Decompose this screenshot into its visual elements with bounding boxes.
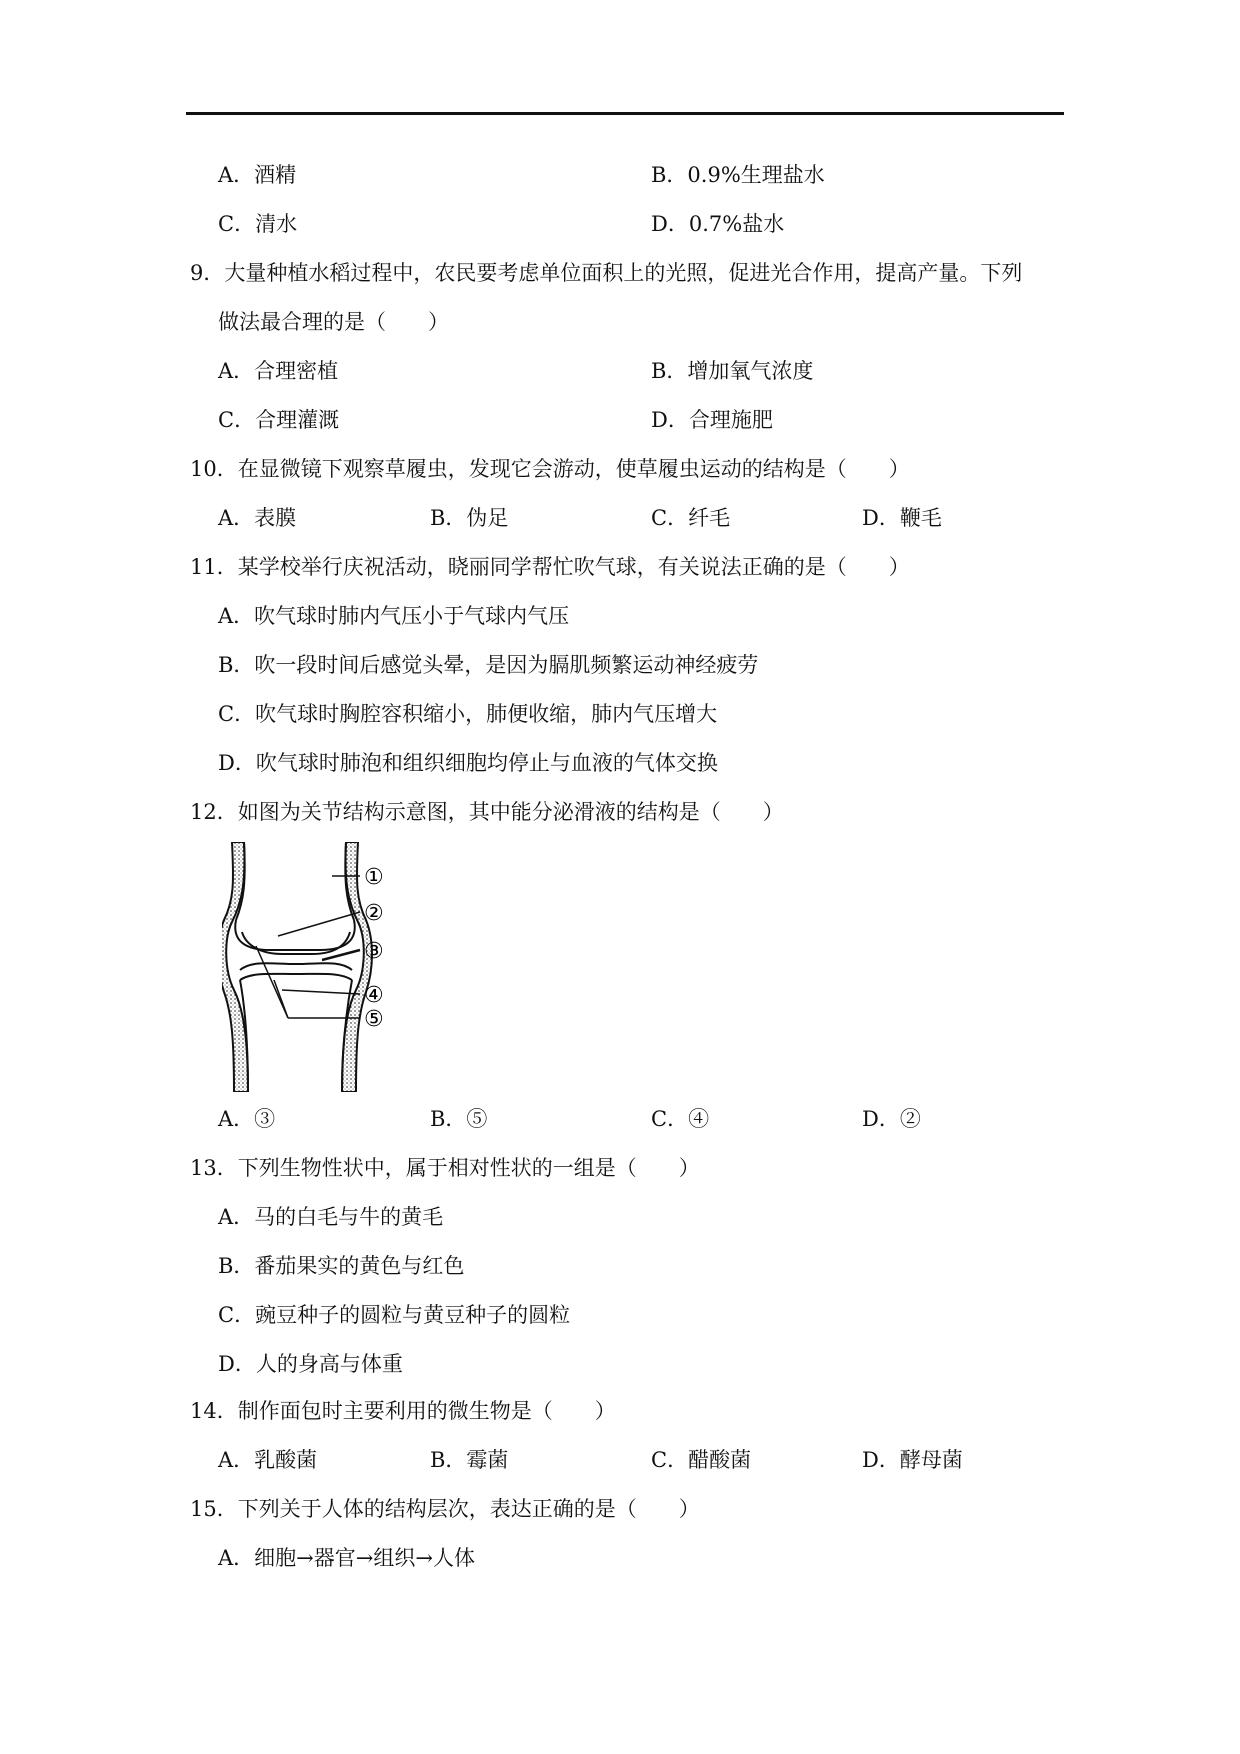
option-c[interactable]: C．清水 xyxy=(218,212,298,236)
option-c[interactable]: C．④ xyxy=(651,1107,710,1131)
option-d[interactable]: D．吹气球时肺泡和组织细胞均停止与血液的气体交换 xyxy=(218,751,718,775)
question-stem: 9．大量种植水稻过程中，农民要考虑单位面积上的光照，促进光合作用，提高产量。下列 xyxy=(190,261,1023,285)
articular-cartilage-lower xyxy=(240,974,352,980)
question-stem: 14．制作面包时主要利用的微生物是（ ） xyxy=(190,1399,616,1423)
option-d[interactable]: D．人的身高与体重 xyxy=(218,1352,403,1376)
question-stem: 10．在显微镜下观察草履虫，发现它会游动，使草履虫运动的结构是（ ） xyxy=(190,457,910,481)
question-stem: 13．下列生物性状中，属于相对性状的一组是（ ） xyxy=(190,1156,700,1180)
option-c[interactable]: C．醋酸菌 xyxy=(651,1448,752,1472)
option-a[interactable]: A．细胞→器官→组织→人体 xyxy=(218,1546,475,1570)
option-c[interactable]: C．吹气球时胸腔容积缩小，肺便收缩，肺内气压增大 xyxy=(218,702,718,726)
label-3: ③ xyxy=(364,939,384,964)
option-b[interactable]: B．增加氧气浓度 xyxy=(651,359,814,383)
option-b[interactable]: B．霉菌 xyxy=(430,1448,509,1472)
joint-structure-diagram xyxy=(222,842,442,1092)
option-a[interactable]: A．吹气球时肺内气压小于气球内气压 xyxy=(218,604,570,628)
question-stem-continued: 做法最合理的是（ ） xyxy=(218,310,449,334)
option-c[interactable]: C．豌豆种子的圆粒与黄豆种子的圆粒 xyxy=(218,1303,571,1327)
label-4: ④ xyxy=(364,983,384,1008)
option-a[interactable]: A．酒精 xyxy=(218,163,297,187)
joint-socket xyxy=(240,963,352,970)
question-stem: 15．下列关于人体的结构层次，表达正确的是（ ） xyxy=(190,1497,700,1521)
label-2: ② xyxy=(364,901,384,926)
option-b[interactable]: B．伪足 xyxy=(430,506,509,530)
question-stem: 11．某学校举行庆祝活动，晓丽同学帮忙吹气球，有关说法正确的是（ ） xyxy=(190,555,910,579)
option-b[interactable]: B．⑤ xyxy=(430,1107,488,1131)
option-b[interactable]: B．番茄果实的黄色与红色 xyxy=(218,1254,465,1278)
option-d[interactable]: D．酵母菌 xyxy=(862,1448,963,1472)
option-d[interactable]: D．0.7%盐水 xyxy=(651,212,785,236)
option-d[interactable]: D．鞭毛 xyxy=(862,506,942,530)
option-a[interactable]: A．马的白毛与牛的黄毛 xyxy=(218,1205,444,1229)
label-5: ⑤ xyxy=(364,1007,384,1032)
option-a[interactable]: A．表膜 xyxy=(218,506,297,530)
option-a[interactable]: A．③ xyxy=(218,1107,276,1131)
label-1: ① xyxy=(364,865,384,890)
option-d[interactable]: D．② xyxy=(862,1107,921,1131)
option-d[interactable]: D．合理施肥 xyxy=(651,408,773,432)
header-rule xyxy=(186,112,1064,115)
option-c[interactable]: C．纤毛 xyxy=(651,506,731,530)
option-b[interactable]: B．吹一段时间后感觉头晕，是因为膈肌频繁运动神经疲劳 xyxy=(218,653,759,677)
question-stem: 12．如图为关节结构示意图，其中能分泌滑液的结构是（ ） xyxy=(190,800,784,824)
option-c[interactable]: C．合理灌溉 xyxy=(218,408,340,432)
option-a[interactable]: A．乳酸菌 xyxy=(218,1448,318,1472)
option-a[interactable]: A．合理密植 xyxy=(218,359,339,383)
option-b[interactable]: B．0.9%生理盐水 xyxy=(651,163,825,187)
